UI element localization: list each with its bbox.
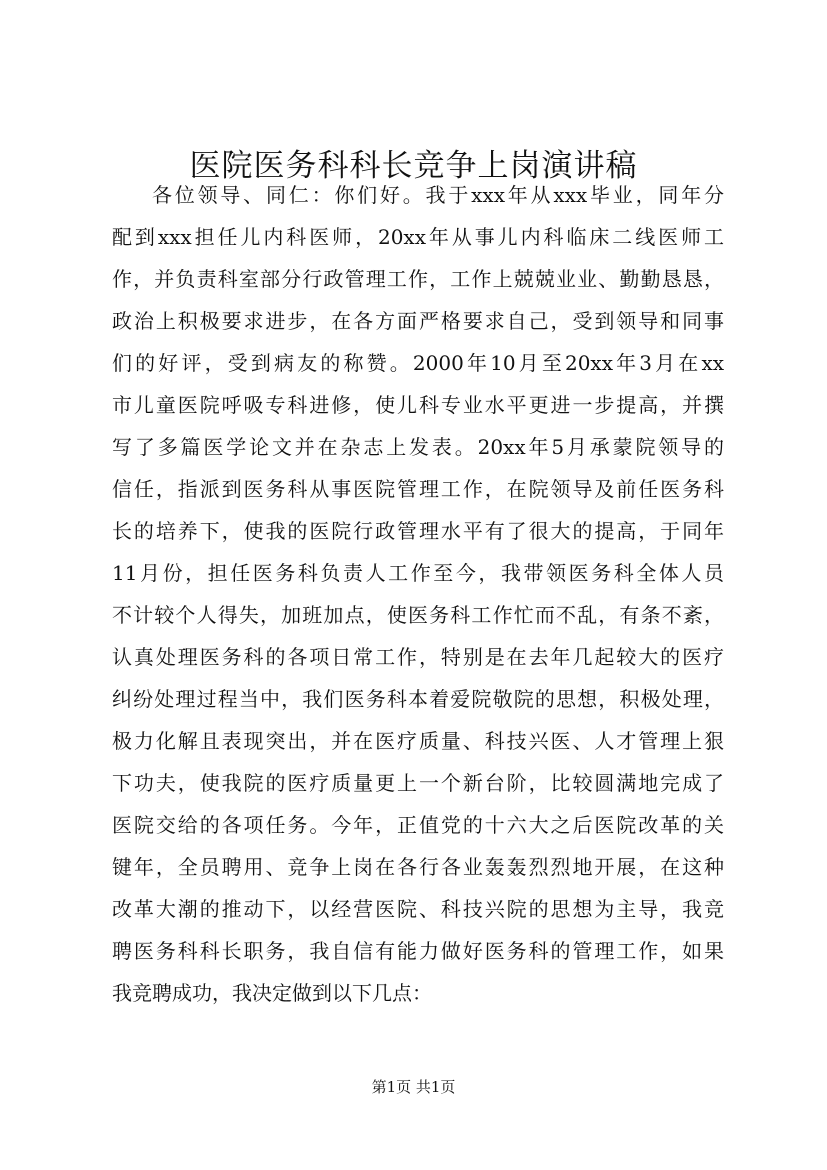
body-line-2: 配到xxx担任儿内科医师，20xx年从事儿内科临床二线医师工 xyxy=(112,225,724,249)
body-line-16: 医院交给的各项任务。今年，正值党的十六大之后医院改革的关 xyxy=(112,813,724,837)
body-line-12: 认真处理医务科的各项日常工作，特别是在去年几起较大的医疗 xyxy=(112,645,724,669)
document-title: 医院医务科科长竞争上岗演讲稿 xyxy=(189,148,638,184)
page-footer: 第1页 共1页 xyxy=(371,1078,456,1096)
body-line-14: 极力化解且表现突出，并在医疗质量、科技兴医、人才管理上狠 xyxy=(112,729,724,753)
body-line-9: 长的培养下，使我的医院行政管理水平有了很大的提高，于同年 xyxy=(112,519,724,543)
body-line-8: 信任，指派到医务科从事医院管理工作，在院领导及前任医务科 xyxy=(112,477,724,501)
body-line-7: 写了多篇医学论文并在杂志上发表。20xx年5月承蒙院领导的 xyxy=(112,435,724,459)
body-line-15: 下功夫，使我院的医疗质量更上一个新台阶，比较圆满地完成了 xyxy=(112,771,724,795)
body-line-20: 我竞聘成功，我决定做到以下几点： xyxy=(112,981,432,1005)
body-line-10: 11月份，担任医务科负责人工作至今，我带领医务科全体人员 xyxy=(112,561,724,585)
body-line-19: 聘医务科科长职务，我自信有能力做好医务科的管理工作，如果 xyxy=(112,939,724,963)
body-line-13: 纠纷处理过程当中，我们医务科本着爱院敬院的思想，积极处理， xyxy=(112,687,724,711)
body-line-3: 作，并负责科室部分行政管理工作，工作上兢兢业业、勤勤恳恳， xyxy=(112,267,724,291)
body-line-1: 各位领导、同仁：你们好。我于xxx年从xxx毕业，同年分 xyxy=(152,183,724,207)
body-line-6: 市儿童医院呼吸专科进修，使儿科专业水平更进一步提高，并撰 xyxy=(112,393,724,417)
body-line-5: 们的好评，受到病友的称赞。2000年10月至20xx年3月在xx xyxy=(112,351,724,375)
body-line-18: 改革大潮的推动下，以经营医院、科技兴院的思想为主导，我竞 xyxy=(112,897,724,921)
body-line-4: 政治上积极要求进步，在各方面严格要求自己，受到领导和同事 xyxy=(112,309,724,333)
body-line-11: 不计较个人得失，加班加点，使医务科工作忙而不乱，有条不紊， xyxy=(112,603,724,627)
body-line-17: 键年，全员聘用、竞争上岗在各行各业轰轰烈烈地开展，在这种 xyxy=(112,855,724,879)
document-body xyxy=(112,174,724,1014)
